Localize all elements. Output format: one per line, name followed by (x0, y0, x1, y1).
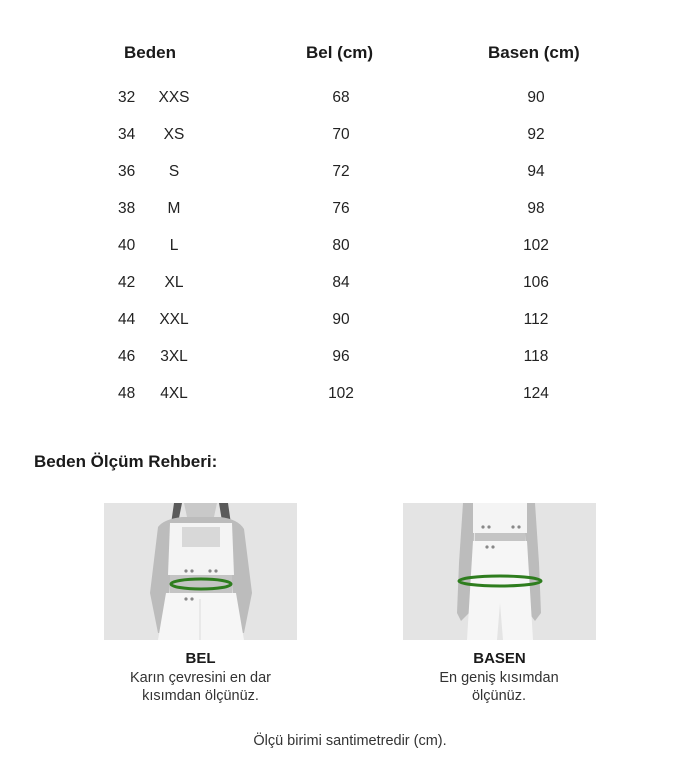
size-letter: M (167, 200, 181, 217)
hip-value: 94 (527, 163, 545, 180)
header-beden: Beden (124, 43, 176, 62)
size-number: 42 (118, 274, 136, 291)
table-row (0, 311, 700, 331)
size-letter: 3XL (160, 348, 188, 365)
waist-value: 80 (332, 237, 350, 254)
unit-footnote: Ölçü birimi santimetredir (cm). (253, 733, 447, 749)
size-letter: XS (163, 126, 185, 143)
hip-value: 92 (527, 126, 545, 143)
table-row (0, 200, 700, 220)
waist-caption-text: Karın çevresini en dar kısımdan ölçünüz. (129, 670, 272, 704)
hip-measurement-photo (403, 503, 596, 640)
measurement-guide-title: Beden Ölçüm Rehberi: (34, 452, 218, 471)
table-row (0, 385, 700, 405)
waist-value: 102 (328, 385, 354, 402)
hip-value: 124 (523, 385, 549, 402)
size-number: 44 (118, 311, 136, 328)
size-number: 38 (118, 200, 136, 217)
table-row (0, 348, 700, 368)
hip-value: 112 (523, 311, 549, 328)
size-letter: S (168, 163, 180, 180)
size-letter: L (169, 237, 179, 254)
table-row (0, 274, 700, 294)
size-number: 36 (118, 163, 136, 180)
hip-caption-title: BASEN (473, 650, 526, 667)
hip-value: 102 (523, 237, 549, 254)
waist-value: 68 (332, 89, 350, 106)
waist-value: 70 (332, 126, 350, 143)
size-letter: XXS (158, 89, 190, 106)
size-letter: 4XL (160, 385, 188, 402)
table-row (0, 237, 700, 257)
size-number: 40 (118, 237, 136, 254)
hip-value: 98 (527, 200, 545, 217)
size-number: 32 (118, 89, 136, 106)
waist-value: 90 (332, 311, 350, 328)
hip-value: 106 (523, 274, 549, 291)
waist-caption-title: BEL (185, 650, 216, 667)
size-letter: XXL (159, 311, 189, 328)
waist-value: 72 (332, 163, 350, 180)
size-number: 34 (118, 126, 136, 143)
header-basen: Basen (cm) (488, 43, 580, 62)
table-row (0, 126, 700, 146)
size-letter: XL (164, 274, 184, 291)
table-row (0, 89, 700, 109)
waist-value: 84 (332, 274, 350, 291)
table-row (0, 163, 700, 183)
hip-value: 118 (523, 348, 549, 365)
size-number: 48 (118, 385, 136, 402)
waist-value: 96 (332, 348, 350, 365)
size-number: 46 (118, 348, 136, 365)
waist-measurement-photo (104, 503, 297, 640)
waist-value: 76 (332, 200, 350, 217)
header-bel: Bel (cm) (306, 43, 374, 62)
hip-caption-text: En geniş kısımdan ölçünüz. (439, 670, 559, 704)
hip-value: 90 (527, 89, 545, 106)
